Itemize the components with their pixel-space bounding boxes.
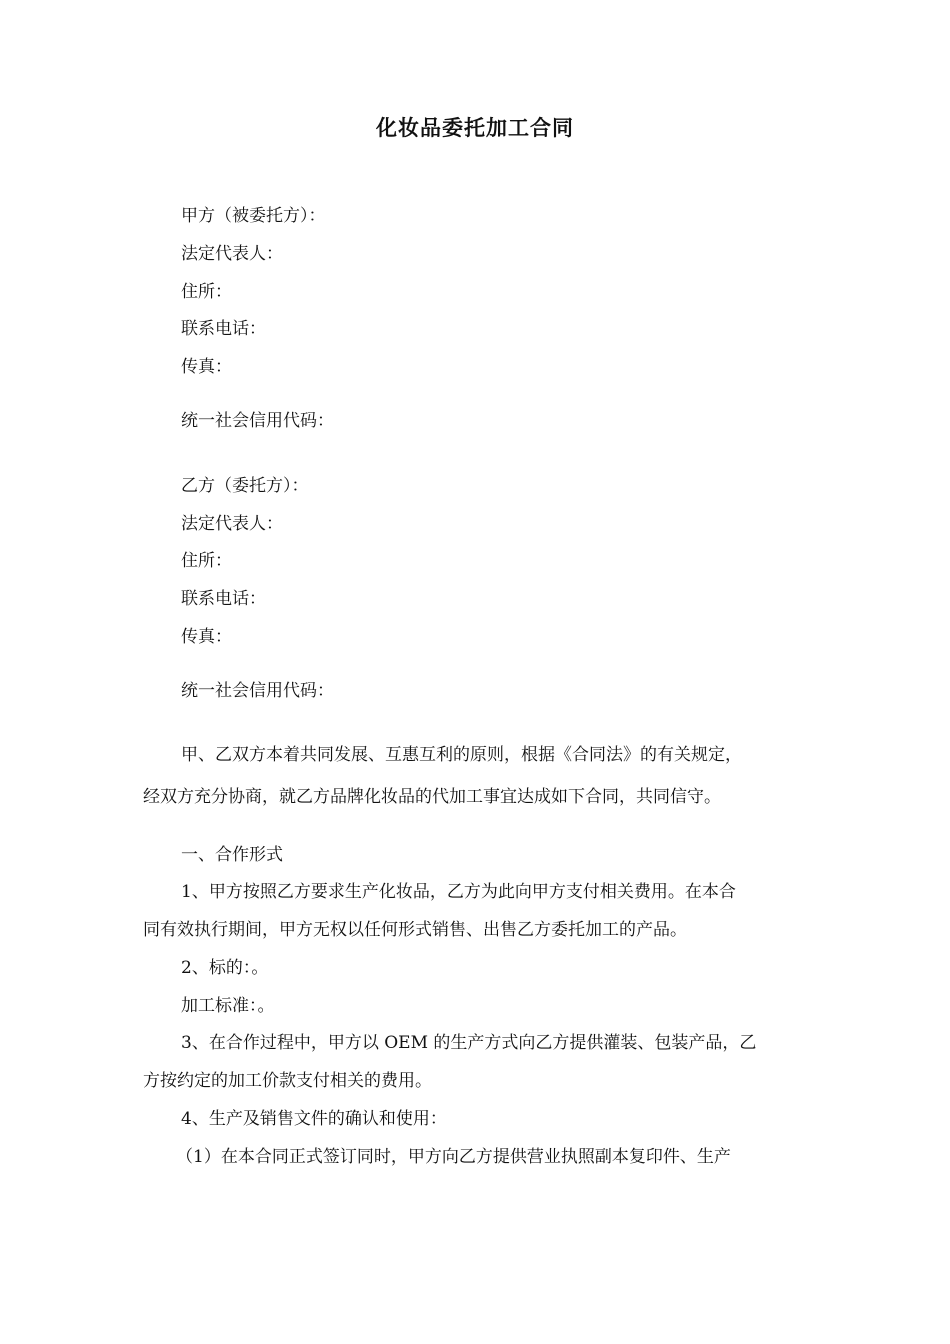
party-b-heading: 乙方（委托方）： bbox=[181, 476, 309, 496]
section-1-item-2: 2、标的：。 bbox=[181, 958, 269, 978]
party-a-credit-code: 统一社会信用代码： bbox=[181, 411, 334, 431]
section-1-item-3-line-1: 3、在合作过程中，甲方以 OEM 的生产方式向乙方提供灌装、包装产品，乙 bbox=[181, 1033, 757, 1053]
party-b-address: 住所： bbox=[181, 551, 232, 571]
page-title: 化妆品委托加工合同 bbox=[376, 116, 574, 140]
section-1-item-3-line-2: 方按约定的加工价款支付相关的费用。 bbox=[143, 1071, 432, 1091]
party-a-address: 住所： bbox=[181, 282, 232, 302]
party-a-legal-rep: 法定代表人： bbox=[181, 244, 283, 264]
section-1-item-2-standard: 加工标准：。 bbox=[181, 996, 275, 1016]
party-b-credit-code: 统一社会信用代码： bbox=[181, 681, 334, 701]
preamble-line-1: 甲、乙双方本着共同发展、互惠互利的原则，根据《合同法》的有关规定， bbox=[181, 745, 742, 765]
section-1-item-1-line-2: 同有效执行期间，甲方无权以任何形式销售、出售乙方委托加工的产品。 bbox=[143, 920, 687, 940]
party-a-phone: 联系电话： bbox=[181, 319, 266, 339]
party-b-phone: 联系电话： bbox=[181, 589, 266, 609]
section-1-item-4: 4、生产及销售文件的确认和使用： bbox=[181, 1109, 447, 1129]
party-a-heading: 甲方（被委托方）： bbox=[181, 206, 326, 226]
preamble-line-2: 经双方充分协商，就乙方品牌化妆品的代加工事宜达成如下合同，共同信守。 bbox=[143, 787, 721, 807]
party-b-legal-rep: 法定代表人： bbox=[181, 514, 283, 534]
section-1-item-1-line-1: 1、甲方按照乙方要求生产化妆品，乙方为此向甲方支付相关费用。在本合 bbox=[181, 882, 736, 902]
section-1-item-4-sub-1-line-1: （1）在本合同正式签订同时，甲方向乙方提供营业执照副本复印件、生产 bbox=[176, 1147, 731, 1167]
party-a-fax: 传真： bbox=[181, 357, 232, 377]
party-b-fax: 传真： bbox=[181, 627, 232, 647]
section-1-heading: 一、合作形式 bbox=[181, 845, 283, 865]
